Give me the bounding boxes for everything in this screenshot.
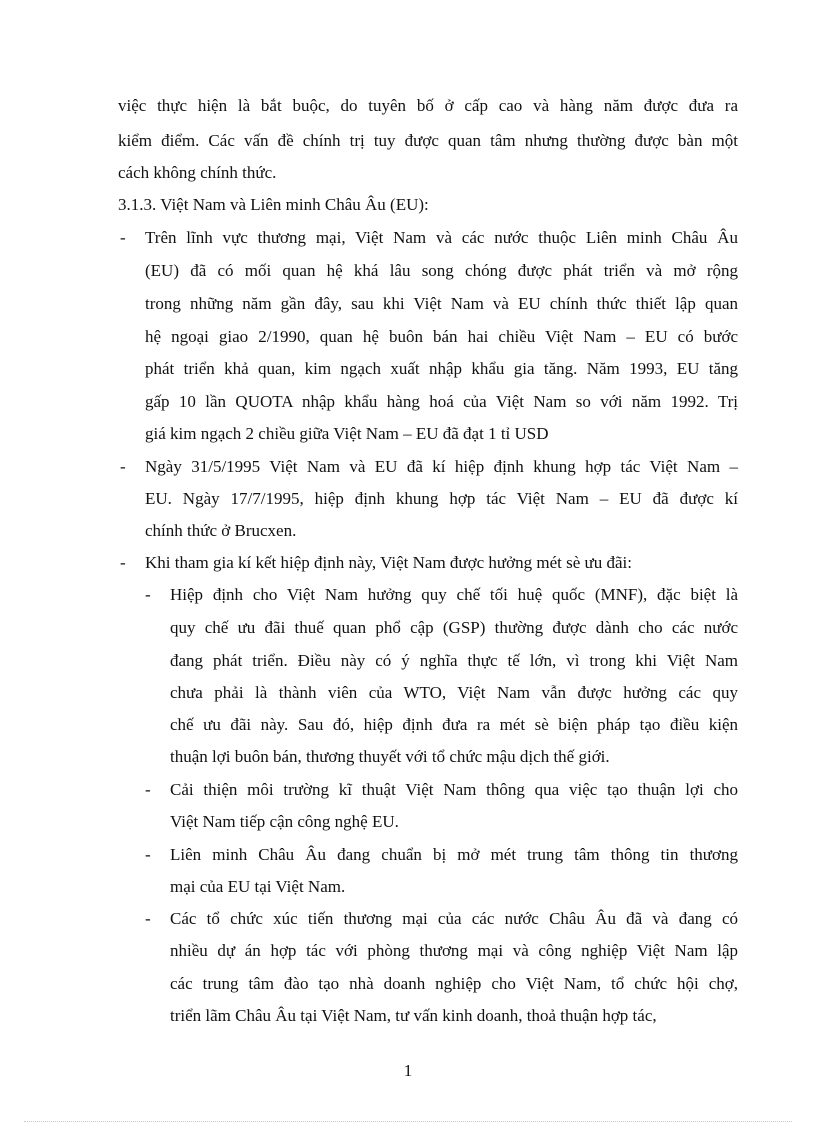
text-line: chính thức ở Brucxen. (145, 521, 297, 540)
page-number: 1 (403, 1061, 413, 1080)
list-bullet: - (120, 553, 126, 572)
section-heading: 3.1.3. Việt Nam và Liên minh Châu Âu (EU): (118, 195, 429, 214)
text-line: Trên lĩnh vực thương mại, Việt Nam và các nước thuộc Liên minh Châu Âu (145, 228, 738, 247)
text-line: gấp 10 lần QUOTA nhập khẩu hàng hoá của Việt Nam so với năm 1992. Trị (145, 392, 738, 411)
text-line: chế ưu đãi này. Sau đó, hiệp định đưa ra mét sè biện pháp tạo điều kiện (170, 715, 738, 734)
text-line: Hiệp định cho Việt Nam hưởng quy chế tối huệ quốc (MNF), đặc biệt là (170, 585, 738, 604)
page-bottom-divider (24, 1121, 792, 1122)
text-line: đang phát triển. Điều này có ý nghĩa thực tế lớn, vì trong khi Việt Nam (170, 651, 738, 670)
text-line: giá kim ngạch 2 chiều giữa Việt Nam – EU đã đạt 1 tỉ USD (145, 424, 549, 443)
text-line: Khi tham gia kí kết hiệp định này, Việt Nam được hưởng mét sè ưu đãi: (145, 553, 632, 572)
list-bullet: - (120, 457, 126, 476)
text-line: nhiều dự án hợp tác với phòng thương mại và công nghiệp Việt Nam lập (170, 941, 738, 960)
text-line: quy chế ưu đãi thuế quan phổ cập (GSP) thường được dành cho các nước (170, 618, 738, 637)
text-line: kiểm điểm. Các vấn đề chính trị tuy được quan tâm nhưng thường được bàn một (118, 131, 738, 150)
text-line: Việt Nam tiếp cận công nghệ EU. (170, 812, 399, 831)
text-line: Cải thiện môi trường kĩ thuật Việt Nam thông qua việc tạo thuận lợi cho (170, 780, 738, 799)
text-line: các trung tâm đào tạo nhà doanh nghiệp cho Việt Nam, tổ chức hội chợ, (170, 974, 738, 993)
text-line: Các tổ chức xúc tiến thương mại của các nước Châu Âu đã và đang có (170, 909, 738, 928)
text-line: EU. Ngày 17/7/1995, hiệp định khung hợp tác Việt Nam – EU đã được kí (145, 489, 738, 508)
sub-list-bullet: - (145, 909, 151, 928)
text-line: Ngày 31/5/1995 Việt Nam và EU đã kí hiệp định khung hợp tác Việt Nam – (145, 457, 738, 476)
text-line: phát triển khả quan, kim ngạch xuất nhập khẩu gia tăng. Năm 1993, EU tăng (145, 359, 738, 378)
text-line: việc thực hiện là bắt buộc, do tuyên bố ở cấp cao và hàng năm được đưa ra (118, 96, 738, 115)
text-line: triển lãm Châu Âu tại Việt Nam, tư vấn kinh doanh, thoả thuận hợp tác, (170, 1006, 657, 1025)
text-line: chưa phải là thành viên của WTO, Việt Nam vẫn được hưởng các quy (170, 683, 738, 702)
text-line: hệ ngoại giao 2/1990, quan hệ buôn bán hai chiều Việt Nam – EU có bước (145, 327, 738, 346)
text-line: Liên minh Châu Âu đang chuẩn bị mở mét trung tâm thông tin thương (170, 845, 738, 864)
text-line: thuận lợi buôn bán, thương thuyết với tổ chức mậu dịch thế giới. (170, 747, 610, 766)
text-line: mại của EU tại Việt Nam. (170, 877, 346, 896)
list-bullet: - (120, 228, 126, 247)
text-line: cách không chính thức. (118, 163, 277, 182)
text-line: trong những năm gần đây, sau khi Việt Nam và EU chính thức thiết lập quan (145, 294, 738, 313)
sub-list-bullet: - (145, 780, 151, 799)
text-line: (EU) đã có mối quan hệ khá lâu song chóng được phát triển và mở rộng (145, 261, 738, 280)
sub-list-bullet: - (145, 845, 151, 864)
sub-list-bullet: - (145, 585, 151, 604)
